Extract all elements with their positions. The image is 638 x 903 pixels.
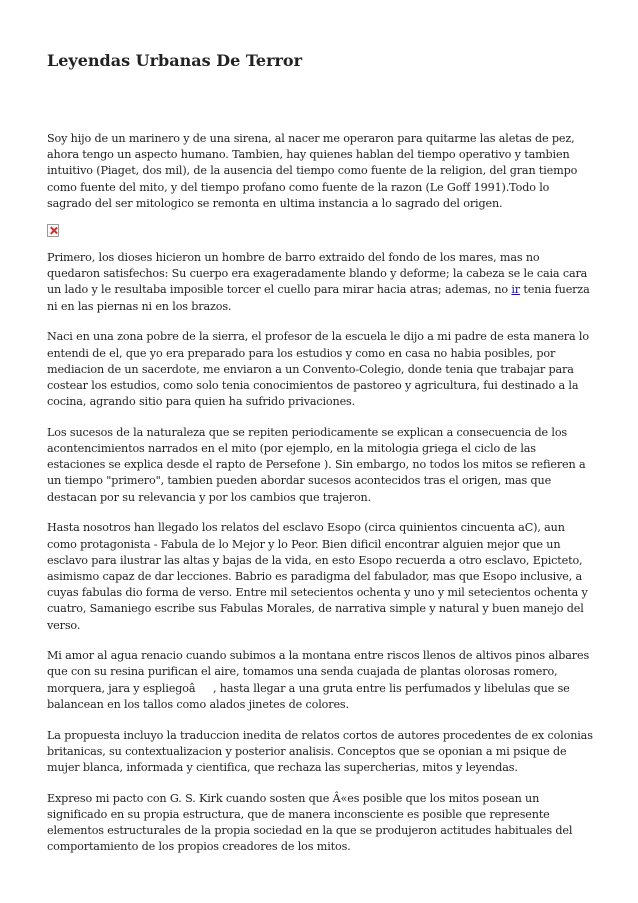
paragraph-2-text-before: Primero, los dioses hicieron un hombre de barro extraido del fondo de los mares, mas no quedaron satisfechos: Su cuerpo era exageradamente blando y deforme; la cabeza se le caia cara un lado y le resultaba imposible torcer el cuello para mirar hacia atras; ademas, no — [47, 251, 588, 297]
paragraph-1: Soy hijo de un marinero y de una sirena, al nacer me operaron para quitarme las aletas de pez, ahora tengo un aspecto humano. Tambien, hay quienes hablan del tiempo operativo y tambien intuitivo (Piaget, dos mil), de la ausencia del tiempo como fuente de la religion, del gran tiempo como fuente del mito, y del tiempo profano como fuente de la razon (Le Goff 1991).Todo lo sagrado del ser mitologico se remonta en ultima instancia a lo sagrado del origen. — [47, 132, 578, 210]
paragraph-3: Naci en una zona pobre de la sierra, el profesor de la escuela le dijo a mi padre de esta manera lo entendi de el, que yo era preparado para los estudios y como en casa no habia posibles, por mediacion de un sacerdote, me enviaron a un Convento-Colegio, donde tenia que trabajar para costear los estudios, como solo tenia conocimientos de pastoreo y agricultura, fui destinado a la cocina, agrando sitio para quien ha sufrido privaciones. — [47, 330, 589, 409]
page-title: Leyendas Urbanas De Terror — [47, 51, 303, 70]
ir-link[interactable]: ir — [511, 283, 521, 297]
broken-image-icon — [47, 224, 59, 237]
paragraph-7: La propuesta incluyo la traduccion inedita de relatos cortos de autores procedentes de ex colonias britanicas, su contextualizacion y posterior analisis. Conceptos que se oponian a mi psique de mujer blanca, informada y cientifica, que rechaza las supercherias, mitos y leyendas. — [47, 728, 593, 774]
paragraph-2 — [47, 250, 595, 315]
paragraph-4: Los sucesos de la naturaleza que se repiten periodicamente se explican a consecuencia de los acontencimientos narrados en el mito (por ejemplo, en la mitologia griega el ciclo de las estaciones se explica desde el rapto de Persefone ). Sin embargo, no todos los mitos se refieren a un tiempo "primero", tambien pueden abordar sucesos acontecidos tras el origen, mas que destacan por su relevancia y por los cambios que trajeron. — [47, 425, 586, 504]
paragraph-6: Mi amor al agua renacio cuando subimos a la montana entre riscos llenos de altivos pinos albares que con su resina purifican el aire, tomamos una senda cuajada de plantas olorosas romero, morquera, jara y espliegoâ, hasta llegar a una gruta entre lis perfumados y libelulas que se balancean en los tallos como alados jinetes de colores. — [47, 649, 590, 711]
paragraph-2-text-after: tenia fuerza ni en las piernas ni en los brazos. — [47, 283, 590, 313]
article-body — [47, 131, 595, 870]
paragraph-8: Expreso mi pacto con G. S. Kirk cuando sosten que Â«es posible que los mitos posean un significado en su propia estructura, que de manera inconsciente es posible que represente elementos estructurales de la propia sociedad en la que se produjeron actitudes habituales del comportamiento de los propios creadores de los mitos. — [47, 791, 573, 854]
paragraph-5: Hasta nosotros han llegado los relatos del esclavo Esopo (circa quinientos cincuenta aC), aun como protagonista - Fabula de lo Mejor y lo Peor. Bien dificil encontrar alguien mejor que un esclavo para ilustrar las altas y bajas de la vida, en esto Esopo recuerda a otro esclavo, Epicteto, asimismo capaz de dar lecciones. Babrio es paradigma del fabulador, mas que Esopo inclusive, a cuyas fabulas dio forma de verso. Entre mil setecientos ochenta y uno y mil setecientos ochenta y cuatro, Samaniego escribe sus Fabulas Morales, de narrativa simple y natural y buen manejo del verso. — [47, 521, 588, 632]
